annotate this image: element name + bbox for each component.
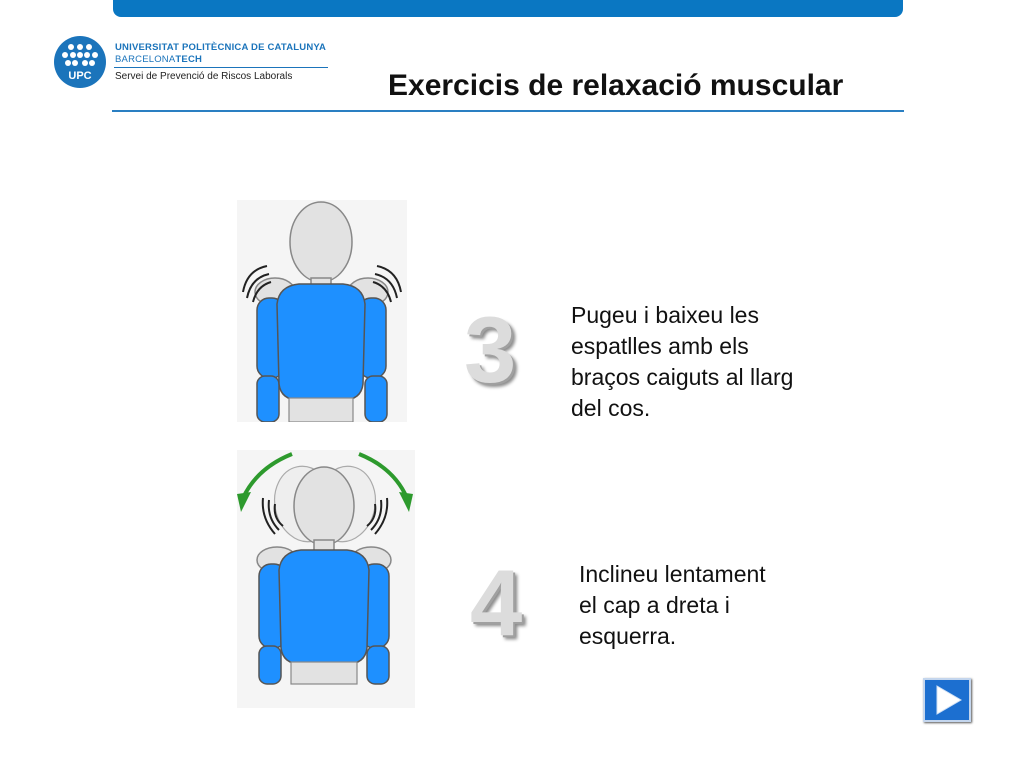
head-tilt-figure xyxy=(237,442,417,708)
title-underline xyxy=(112,110,904,112)
upc-logo xyxy=(54,36,106,88)
exercise-number-4: 4 xyxy=(470,550,523,655)
service-name: Servei de Prevenció de Riscos Laborals xyxy=(115,71,293,82)
exercise-number-3: 3 xyxy=(464,297,517,402)
top-accent-bar xyxy=(113,0,903,17)
next-slide-button[interactable] xyxy=(923,678,971,722)
shoulders-shrug-figure xyxy=(237,200,407,422)
university-name: UNIVERSITAT POLITÈCNICA DE CATALUNYA xyxy=(115,42,327,53)
play-arrow-icon xyxy=(925,680,969,720)
university-subtitle: BARCELONATECH xyxy=(115,54,203,65)
exercise-3-description: Pugeu i baixeu les espatlles amb els braços caiguts al llarg del cos. xyxy=(571,302,794,421)
header-divider xyxy=(114,67,328,68)
page-title: Exercicis de relaxació muscular xyxy=(388,69,844,102)
exercise-4-description: Inclineu lentament el cap a dreta i esquerra. xyxy=(579,561,766,649)
logo-text: UPC xyxy=(68,70,92,82)
